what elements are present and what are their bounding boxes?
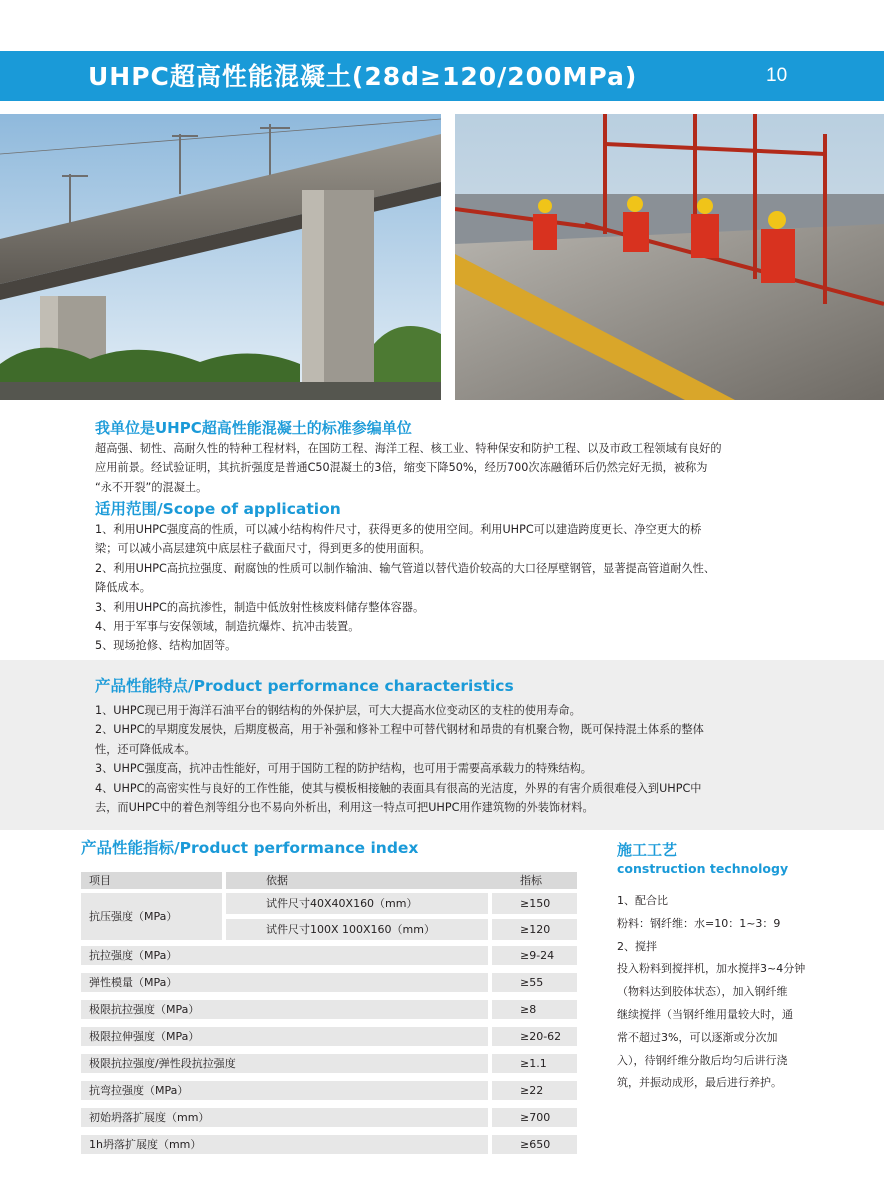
construction-section [617, 839, 832, 1095]
construction-line: 入），待钢纤维分散后均匀后讲行浇 [617, 1053, 788, 1067]
table-row [81, 893, 577, 940]
header-item: 项目 [81, 872, 222, 889]
cell-value: ≥120 [492, 919, 577, 940]
table-row [81, 973, 577, 990]
table-row [81, 1108, 577, 1125]
cell-item: 1h坍落扩展度（mm） [81, 1135, 488, 1154]
scope-line: 1、利用UHPC强度高的性质，可以减小结构构件尺寸，获得更多的使用空间。利用UHPC可以建造跨度更长、净空更大的桥 [95, 523, 702, 536]
cell-item: 初始坍落扩展度（mm） [81, 1108, 488, 1127]
table-header-row [81, 872, 577, 889]
scope-line: 3、利用UHPC的高抗渗性，制造中低放射性核废料储存整体容器。 [95, 600, 425, 614]
construction-line: 1、配合比 [617, 894, 668, 907]
cell-value: ≥1.1 [492, 1054, 577, 1073]
table-row [81, 1135, 577, 1152]
construction-line: 常不超过3%，可以逐渐或分次加 [617, 1030, 778, 1044]
scope-line: 4、用于军事与安保领域，制造抗爆炸、抗冲击装置。 [95, 620, 360, 634]
cell-basis: 试件尺寸100X 100X160（mm） [226, 919, 488, 940]
index-title: 产品性能指标/Product performance index [81, 839, 419, 857]
title-bar [0, 51, 884, 101]
cell-item: 弹性模量（MPa） [81, 973, 488, 992]
construction-line: 粉料：钢纤维：水=10：1~3：9 [617, 916, 781, 930]
cell-item: 极限抗拉强度/弹性段抗拉强度 [81, 1054, 488, 1073]
performance-title: 产品性能特点/Product performance characteristics [95, 677, 514, 695]
performance-text [95, 701, 884, 817]
cell-value: ≥22 [492, 1081, 577, 1100]
construction-text [617, 890, 832, 1095]
bridge-photo [0, 114, 441, 400]
performance-line: 4、UHPC的高密实性与良好的工作性能，使其与模板相接触的表面具有很高的光洁度，外界的有害介质很难侵入到UHPC中 [95, 781, 702, 795]
cell-basis: 试件尺寸40X40X160（mm） [226, 893, 488, 914]
cell-value: ≥9-24 [492, 946, 577, 965]
performance-line: 3、UHPC强度高，抗冲击性能好，可用于国防工程的防护结构，也可用于需要高承载力的特殊结构。 [95, 762, 592, 776]
cell-item: 抗拉强度（MPa） [81, 946, 488, 965]
cell-value: ≥55 [492, 973, 577, 992]
scope-line: 5、现场抢修、结构加固等。 [95, 639, 237, 653]
cell-item: 极限拉伸强度（MPa） [81, 1027, 488, 1046]
intro-section [0, 417, 884, 497]
cell-item: 抗压强度（MPa） [81, 893, 222, 940]
performance-section [0, 674, 884, 817]
cell-value: ≥700 [492, 1108, 577, 1127]
page-title: UHPC超高性能混凝土(28d≥120/200MPa) [88, 62, 638, 91]
scope-text [95, 520, 884, 656]
cell-value: ≥650 [492, 1135, 577, 1154]
construction-line: 筑，并振动成形，最后进行养护。 [617, 1076, 782, 1090]
header-basis: 依据 [226, 872, 567, 889]
performance-line: 去，而UHPC中的着色剂等组分也不易向外析出，利用这一特点可把UHPC用作建筑物的外装饰材料。 [95, 801, 594, 815]
scope-line: 2、利用UHPC高抗拉强度、耐腐蚀的性质可以制作输油、输气管道以替代造价较高的大口径厚壁钢管，显著提高管道耐久性、 [95, 561, 716, 575]
table-row [81, 946, 577, 963]
construction-subtitle: construction technology [617, 861, 789, 876]
table-row [81, 1054, 577, 1071]
performance-line: 性，还可降低成本。 [95, 742, 196, 756]
intro-line: 超高强、韧性、高耐久性的特种工程材料，在国防工程、海洋工程、核工业、特种保安和防护工程、以及市政工程领域有良好的 [95, 442, 722, 455]
table-row [81, 1081, 577, 1098]
construction-title: 施工工艺 [617, 841, 678, 859]
cell-value: ≥150 [492, 893, 577, 914]
scope-title: 适用范围/Scope of application [95, 500, 341, 518]
header-value: 指标 [492, 872, 577, 889]
intro-title: 我单位是UHPC超高性能混凝土的标准参编单位 [95, 419, 412, 437]
intro-line: “永不开裂”的混凝土。 [95, 480, 208, 494]
construction-site-photo [455, 114, 884, 400]
scope-line: 梁；可以减小高层建筑中底层柱子截面尺寸，得到更多的使用面积。 [95, 542, 431, 556]
scope-section [0, 497, 884, 656]
page-header [0, 0, 884, 108]
cell-value: ≥8 [492, 1000, 577, 1019]
construction-line: 继续搅拌（当钢纤维用量较大时，通 [617, 1007, 793, 1021]
performance-line: 2、UHPC的早期度发展快，后期度极高，用于补强和修补工程中可替代钢材和昂贵的有机聚合物，既可保持混土体系的整体 [95, 723, 704, 737]
intro-text [95, 439, 884, 497]
scope-line: 降低成本。 [95, 581, 151, 595]
construction-line: 2、搅拌 [617, 939, 657, 953]
construction-line: 投入粉料到搅拌机，加水搅拌3~4分钟 [617, 962, 806, 976]
construction-line: （物料达到胶体状态），加入钢纤维 [617, 985, 788, 999]
intro-line: 应用前景。经试验证明，其抗折强度是普通C50混凝土的3倍，缩变下降50%，经历700次冻融循环后仍然完好无损，被称为 [95, 461, 708, 475]
performance-line: 1、UHPC现已用于海洋石油平台的钢结构的外保护层，可大大提高水位变动区的支柱的使用寿命。 [95, 704, 581, 717]
cell-value: ≥20-62 [492, 1027, 577, 1046]
page-number: 10 [766, 65, 788, 86]
cell-item: 极限抗拉强度（MPa） [81, 1000, 488, 1019]
table-row [81, 1000, 577, 1017]
table-row [81, 1027, 577, 1044]
cell-item: 抗弯拉强度（MPa） [81, 1081, 488, 1100]
